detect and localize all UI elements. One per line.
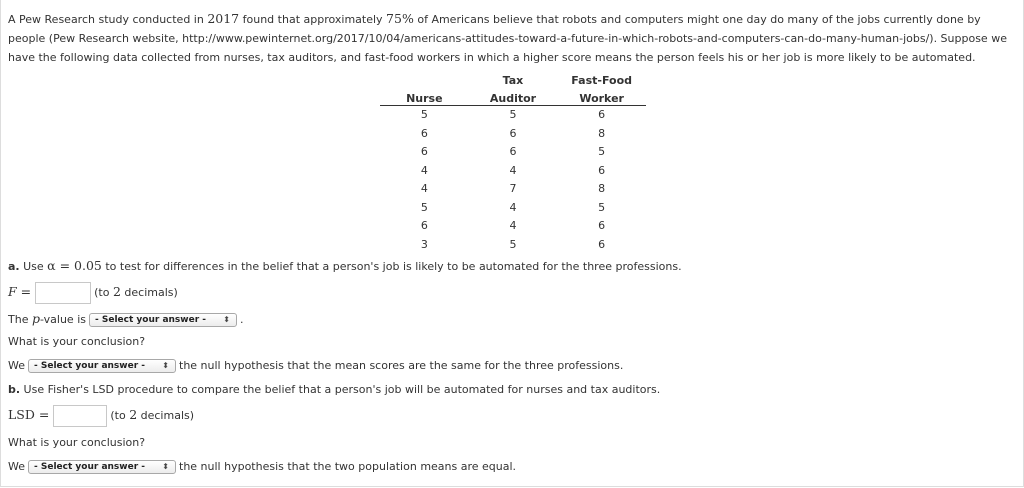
table-cell: 6 (598, 163, 606, 177)
table-row (380, 235, 646, 254)
intro-year: 2017 (207, 11, 240, 26)
p-symbol: p (31, 311, 40, 326)
f-hint-num: 2 (112, 284, 121, 299)
f-statistic-input[interactable] (35, 282, 91, 304)
f-hint-pre: (to (94, 286, 113, 299)
table-row (380, 161, 646, 180)
table-cell: 8 (598, 126, 606, 140)
p-value-select[interactable] (89, 313, 237, 327)
alpha-value: α = 0.05 (47, 258, 102, 273)
col-header-top: Fast-Food (571, 73, 633, 87)
lsd-label: LSD (8, 407, 35, 422)
table-row (380, 105, 646, 124)
intro-text-1: A Pew Research study conducted in (8, 13, 208, 26)
f-statistic-row (8, 281, 178, 304)
table-cell: 5 (598, 145, 606, 159)
table-cell: 5 (509, 237, 517, 251)
select-arrow-icon: ⬍ (162, 361, 169, 370)
f-label: F (8, 284, 17, 299)
table-cell: 6 (598, 108, 606, 122)
table-cell: 4 (509, 219, 517, 233)
lsd-hint-pre: (to (110, 409, 130, 422)
problem-intro (8, 9, 1018, 67)
part-a-text-1: Use (19, 260, 48, 273)
table-cell: 6 (598, 237, 606, 251)
conclusion-question-1: What is your conclusion? (8, 335, 146, 348)
part-a-instructions (8, 258, 682, 275)
p-value-select-label: - Select your answer - (95, 315, 207, 325)
lsd-hint-num: 2 (129, 407, 138, 422)
part-b-instructions (8, 382, 660, 398)
table-cell: 5 (420, 200, 428, 214)
table-row (380, 217, 646, 236)
col-header-tax-auditor: Auditor (469, 87, 558, 106)
part-b-label: b. (8, 383, 21, 396)
table-cell: 5 (509, 108, 517, 122)
equals-sign: = (16, 284, 32, 299)
pvalue-text-1: The (8, 313, 32, 326)
p-value-row (8, 311, 244, 328)
table-row (380, 124, 646, 143)
part-a-text-2: to test for differences in the belief that a person's job is likely to be automated for the three professions. (101, 260, 682, 273)
pvalue-text-2: -value is (39, 313, 86, 326)
table-cell: 4 (420, 163, 428, 177)
table-cell: 6 (420, 145, 428, 159)
col-header-fast-food-worker: Worker (557, 87, 646, 106)
col-header-top: Tax (502, 73, 524, 87)
lsd-input[interactable] (53, 405, 107, 427)
hypothesis-select-2[interactable] (28, 460, 176, 474)
table-cell: 5 (420, 108, 428, 122)
table-cell: 6 (420, 126, 428, 140)
table-body (380, 105, 646, 254)
conclusion-question-2: What is your conclusion? (8, 436, 146, 449)
intro-text-3: of Americans believe that robots and computers might one day do many of the jobs currently done by people (Pew Research website, http://www.pewinternet.org/2017/10/04/americans-attitudes-toward-a-future-in-which-robots-and-computers-can-do-many-human-jobs/). Suppose we have the following data collected from nurses, tax auditors, and fast-food workers in which a higher score means the person feels his or her job is more likely to be automated. (8, 13, 1007, 64)
we-row-2-text: the null hypothesis that the two population means are equal. (179, 460, 517, 473)
table-cell: 4 (509, 200, 517, 214)
table-cell: 6 (509, 126, 517, 140)
col-header-nurse: Nurse (380, 87, 469, 106)
part-a-label: a. (8, 260, 20, 273)
table-cell: 4 (509, 163, 517, 177)
table-cell: 6 (509, 145, 517, 159)
table-cell: 7 (509, 182, 517, 196)
table-cell: 4 (420, 182, 428, 196)
table-row (380, 180, 646, 199)
col-header-top (380, 68, 469, 87)
we-row-1 (8, 358, 623, 374)
equals-sign: = (34, 407, 50, 422)
part-b-text: Use Fisher's LSD procedure to compare the belief that a person's job will be automated for nurses and tax auditors. (20, 383, 661, 396)
pvalue-period: . (240, 313, 244, 326)
table-row (380, 198, 646, 217)
lsd-row (8, 404, 194, 427)
we-label-1: We (8, 359, 25, 372)
intro-text-2: found that approximately (239, 13, 387, 26)
table-cell: 6 (598, 219, 606, 233)
lsd-hint-post: decimals) (137, 409, 195, 422)
hypothesis-select-2-label: - Select your answer - (34, 462, 146, 472)
survey-data-table (380, 68, 646, 254)
table-cell: 8 (598, 182, 606, 196)
hypothesis-select-1-label: - Select your answer - (34, 361, 146, 371)
intro-percent: 75% (386, 11, 414, 26)
hypothesis-select-1[interactable] (28, 359, 176, 373)
we-row-2 (8, 459, 516, 475)
select-arrow-icon: ⬍ (223, 315, 230, 324)
f-hint-post: decimals) (120, 286, 178, 299)
table-cell: 5 (598, 200, 606, 214)
we-label-2: We (8, 460, 25, 473)
table-row (380, 143, 646, 162)
table-cell: 6 (420, 219, 428, 233)
select-arrow-icon: ⬍ (162, 462, 169, 471)
we-row-1-text: the null hypothesis that the mean scores are the same for the three professions. (179, 359, 624, 372)
table-cell: 3 (420, 237, 428, 251)
